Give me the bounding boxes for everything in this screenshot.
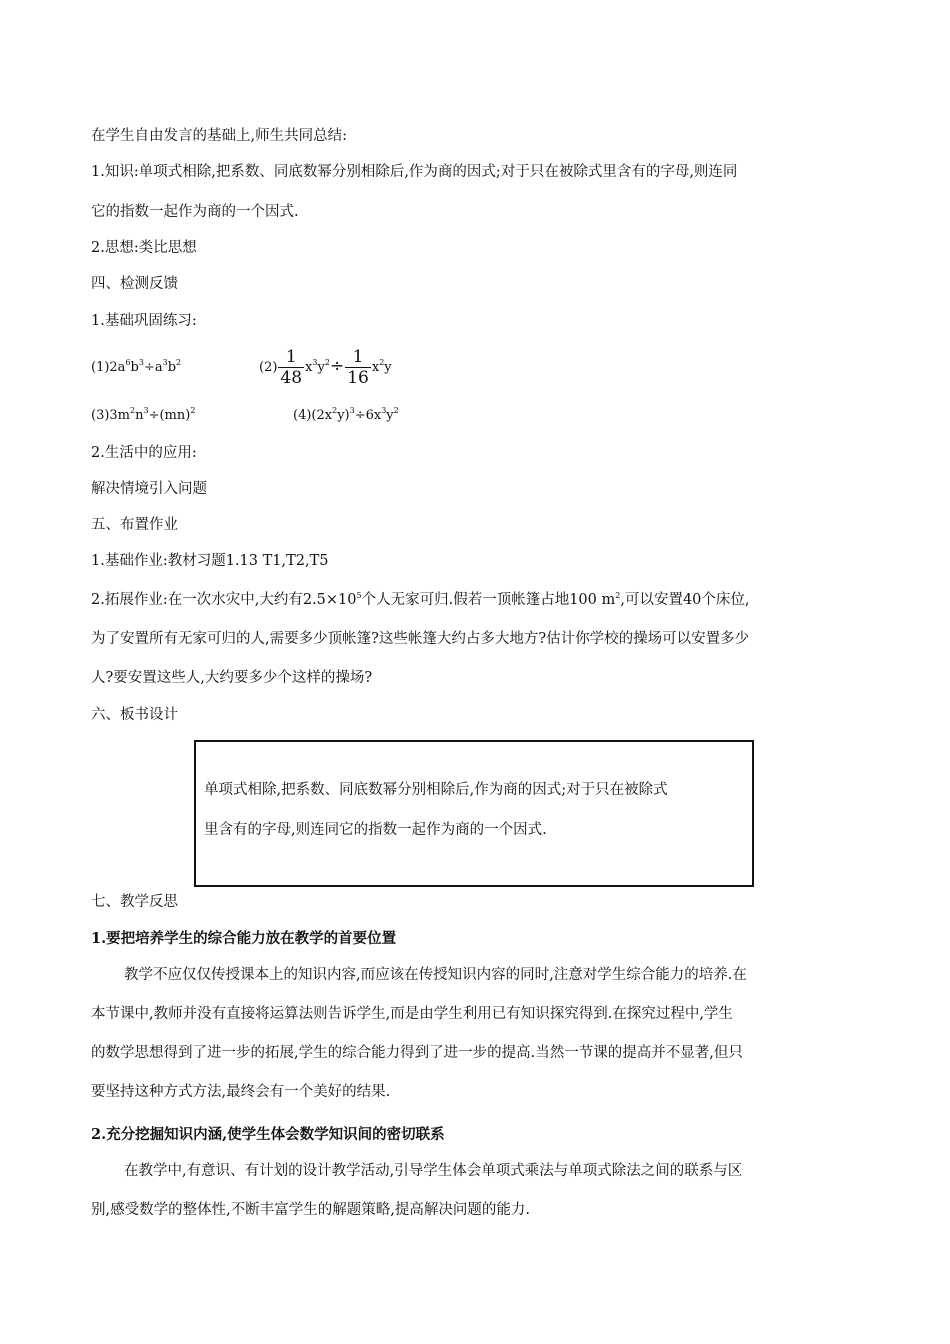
fraction-1-16: $\frac{1}{16}$ xyxy=(347,347,369,388)
section5-heading: 五、布置作业 xyxy=(91,517,178,533)
exercise-3: $(3)3m^2n^3\div(mn)^2$ xyxy=(91,406,196,423)
summary-knowledge-line1: 1.知识:单项式相除,把系数、同底数幂分别相除后,作为商的因式;对于只在被除式里含有的字母,则连同 xyxy=(91,164,738,180)
section6-heading: 六、板书设计 xyxy=(91,707,178,723)
reflection-1-line1: 教学不应仅仅传授课本上的知识内容,而应该在传授知识内容的同时,注意对学生综合能力的培养.在 xyxy=(124,967,747,983)
exercise-4: $(4)(2x^2y)^3\div 6x^3y^2$ xyxy=(293,406,399,423)
reflection-1-line3: 的数学思想得到了进一步的拓展,学生的综合能力得到了进一步的提高.当然一节课的提高并不显著,但只 xyxy=(91,1045,743,1061)
reflection-2-line2: 别,感受数学的整体性,不断丰富学生的解题策略,提高解决问题的能力. xyxy=(91,1202,530,1218)
exercise-1: $(1)2a^6b^3\div a^3b^2$ xyxy=(91,358,182,375)
summary-thought: 2.思想:类比思想 xyxy=(91,240,197,256)
board-design-box xyxy=(194,740,754,887)
application-title: 2.生活中的应用: xyxy=(91,445,197,461)
practice-title: 1.基础巩固练习: xyxy=(91,313,197,329)
homework-1: 1.基础作业:教材习题1.13 T1,T2,T5 xyxy=(91,553,329,569)
exercise-2: (2) $\frac{1}{48}$ $x^3y^2\div$ $\frac{1}{16}$ $x^2y$ xyxy=(259,347,392,388)
board-line2: 里含有的字母,则连同它的指数一起作为商的一个因式. xyxy=(204,822,547,838)
board-line1: 单项式相除,把系数、同底数幂分别相除后,作为商的因式;对于只在被除式 xyxy=(204,782,668,798)
section4-heading: 四、检测反馈 xyxy=(91,276,178,292)
homework-2-line1: 2.拓展作业:在一次水灾中,大约有$2.5\times 10^5$个人无家可归.假若一顶帐篷占地100 $m^2$,可以安置40个床位, xyxy=(91,591,750,608)
reflection-1-line2: 本节课中,教师并没有直接将运算法则告诉学生,而是由学生利用已有知识探究得到.在探究过程中,学生 xyxy=(91,1006,733,1022)
application-text: 解决情境引入问题 xyxy=(91,481,207,497)
summary-knowledge-line2: 它的指数一起作为商的一个因式. xyxy=(91,204,299,220)
reflection-2-title: 2.充分挖掘知识内涵,使学生体会数学知识间的密切联系 xyxy=(91,1126,445,1143)
summary-intro: 在学生自由发言的基础上,师生共同总结: xyxy=(91,128,347,144)
reflection-1-line4: 要坚持这种方式方法,最终会有一个美好的结果. xyxy=(91,1084,391,1100)
homework-2-line2: 为了安置所有无家可归的人,需要多少顶帐篷?这些帐篷大约占多大地方?估计你学校的操场可以安置多少 xyxy=(91,631,750,647)
reflection-1-title: 1.要把培养学生的综合能力放在教学的首要位置 xyxy=(91,930,397,947)
section7-heading: 七、教学反思 xyxy=(91,894,178,910)
reflection-2-line1: 在教学中,有意识、有计划的设计教学活动,引导学生体会单项式乘法与单项式除法之间的联系与区 xyxy=(124,1163,743,1179)
fraction-1-48: $\frac{1}{48}$ xyxy=(280,347,303,388)
homework-2-line3: 人?要安置这些人,大约要多少个这样的操场? xyxy=(91,670,373,686)
